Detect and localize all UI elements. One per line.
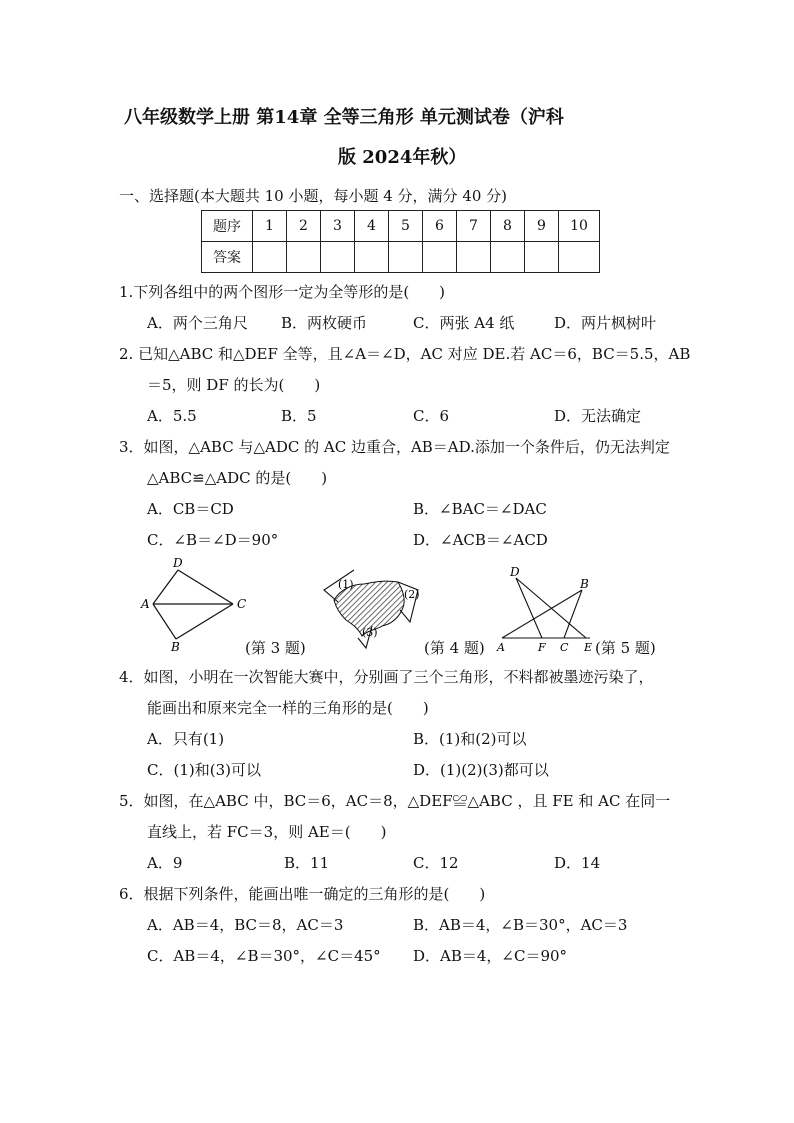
answer-table-answer-row [202, 242, 600, 273]
fig5-label-f: F [538, 641, 546, 654]
fig3-segment-dc [178, 570, 233, 604]
table-cell-number: 1 [253, 211, 287, 242]
figure-3-caption: (第 3 题) [245, 639, 306, 657]
fig5-label-b: B [580, 577, 589, 591]
question-3-option-d[interactable]: D．∠ACB＝∠ACD [413, 531, 548, 549]
figure-4-caption: (第 4 题) [424, 639, 485, 657]
question-4-option-d[interactable]: D．(1)(2)(3)都可以 [413, 761, 549, 779]
question-3-option-a[interactable]: A．CB＝CD [147, 500, 234, 518]
question-2-option-d[interactable]: D．无法确定 [554, 407, 642, 425]
fig5-label-d: D [510, 565, 520, 579]
answer-cell[interactable] [321, 242, 355, 273]
answer-cell[interactable] [355, 242, 389, 273]
question-5-option-d[interactable]: D．14 [554, 854, 601, 872]
question-3-stem-line1: 3．如图，△ABC 与△ADC 的 AC 边重合，AB＝AD.添加一个条件后，仍无法判定 [119, 438, 670, 456]
fig3-label-d: D [173, 556, 183, 570]
table-cell-number: 2 [287, 211, 321, 242]
section-heading: 一、选择题(本大题共 10 小题，每小题 4 分，满分 40 分) [119, 187, 508, 205]
fig4-label-3: (3) [362, 626, 378, 639]
question-1-option-c[interactable]: C．两张 A4 纸 [413, 314, 515, 332]
figure-5-diagram [492, 564, 602, 654]
answer-cell[interactable] [287, 242, 321, 273]
fig5-segment-ab [502, 590, 582, 638]
table-cell-number: 8 [491, 211, 525, 242]
fig4-label-2: (2) [404, 588, 420, 601]
question-1-stem: 1.下列各组中的两个图形一定为全等形的是( ) [119, 283, 446, 301]
answer-table [201, 210, 600, 273]
answer-cell[interactable] [491, 242, 525, 273]
question-4-stem-line1: 4．如图，小明在一次智能大赛中，分别画了三个三角形，不料都被墨迹污染了， [119, 668, 654, 686]
table-cell-label: 答案 [202, 242, 253, 273]
question-5-option-b[interactable]: B．11 [284, 854, 330, 872]
fig5-label-e: E [584, 641, 593, 654]
fig3-label-a: A [141, 597, 150, 611]
figure-3-diagram [140, 556, 250, 656]
question-1-option-a[interactable]: A．两个三角尺 [147, 314, 248, 332]
table-cell-number: 7 [457, 211, 491, 242]
fig3-label-b: B [171, 640, 180, 654]
question-4-stem-line2: 能画出和原来完全一样的三角形的是( ) [147, 699, 429, 717]
answer-cell[interactable] [559, 242, 600, 273]
fig3-segment-bc [176, 604, 233, 639]
fig5-segment-bc [564, 590, 582, 638]
question-4-option-b[interactable]: B．(1)和(2)可以 [413, 730, 527, 748]
question-1-option-d[interactable]: D．两片枫树叶 [554, 314, 657, 332]
page-title-line2: 版 2024年秋） [338, 147, 467, 168]
figure-4-diagram [318, 560, 428, 650]
table-cell-number: 5 [389, 211, 423, 242]
fig4-label-1: (1) [338, 578, 354, 591]
question-4-option-a[interactable]: A．只有(1) [147, 730, 225, 748]
table-cell-number: 6 [423, 211, 457, 242]
answer-cell[interactable] [457, 242, 491, 273]
fig3-segment-ab [153, 604, 176, 639]
answer-cell[interactable] [389, 242, 423, 273]
question-5-stem-line1: 5．如图，在△ABC 中，BC＝6，AC＝8，△DEF≌△ABC ，且 FE 和 AC 在同一 [119, 792, 671, 810]
answer-cell[interactable] [525, 242, 559, 273]
question-6-option-b[interactable]: B．AB＝4，∠B＝30°，AC＝3 [413, 916, 628, 934]
question-4-option-c[interactable]: C．(1)和(3)可以 [147, 761, 261, 779]
page-title-line1: 八年级数学上册 第14章 全等三角形 单元测试卷（沪科 [124, 107, 564, 128]
answer-cell[interactable] [423, 242, 457, 273]
fig5-segment-df [516, 578, 542, 638]
question-5-stem-line2: 直线上，若 FC＝3，则 AE＝( ) [147, 823, 387, 841]
fig5-label-c: C [560, 641, 569, 654]
fig3-segment-ad [153, 570, 178, 604]
fig5-label-a: A [497, 641, 505, 654]
question-6-option-a[interactable]: A．AB＝4，BC＝8，AC＝3 [147, 916, 344, 934]
answer-table-header-row [202, 211, 600, 242]
table-cell-label: 题序 [202, 211, 253, 242]
table-cell-number: 10 [559, 211, 600, 242]
question-2-option-c[interactable]: C．6 [413, 407, 450, 425]
question-2-stem-line1: 2. 已知△ABC 和△DEF 全等，且∠A＝∠D，AC 对应 DE.若 AC＝6，BC＝5.5，AB [119, 345, 691, 363]
question-2-option-a[interactable]: A．5.5 [147, 407, 197, 425]
question-3-option-b[interactable]: B．∠BAC＝∠DAC [413, 500, 547, 518]
figure-5-caption: (第 5 题) [595, 639, 656, 657]
question-3-option-c[interactable]: C．∠B＝∠D＝90° [147, 531, 279, 549]
question-5-option-a[interactable]: A．9 [147, 854, 183, 872]
table-cell-number: 3 [321, 211, 355, 242]
question-2-stem-line2: ＝5，则 DF 的长为( ) [147, 376, 321, 394]
question-6-stem: 6．根据下列条件，能画出唯一确定的三角形的是( ) [119, 885, 486, 903]
question-5-option-c[interactable]: C．12 [413, 854, 459, 872]
fig3-label-c: C [237, 597, 247, 611]
answer-cell[interactable] [253, 242, 287, 273]
table-cell-number: 4 [355, 211, 389, 242]
question-6-option-d[interactable]: D．AB＝4，∠C＝90° [413, 947, 568, 965]
question-1-option-b[interactable]: B．两枚硬币 [281, 314, 368, 332]
table-cell-number: 9 [525, 211, 559, 242]
question-2-option-b[interactable]: B．5 [281, 407, 317, 425]
question-6-option-c[interactable]: C．AB＝4，∠B＝30°，∠C＝45° [147, 947, 381, 965]
question-3-stem-line2: △ABC≌△ADC 的是( ) [147, 469, 328, 487]
